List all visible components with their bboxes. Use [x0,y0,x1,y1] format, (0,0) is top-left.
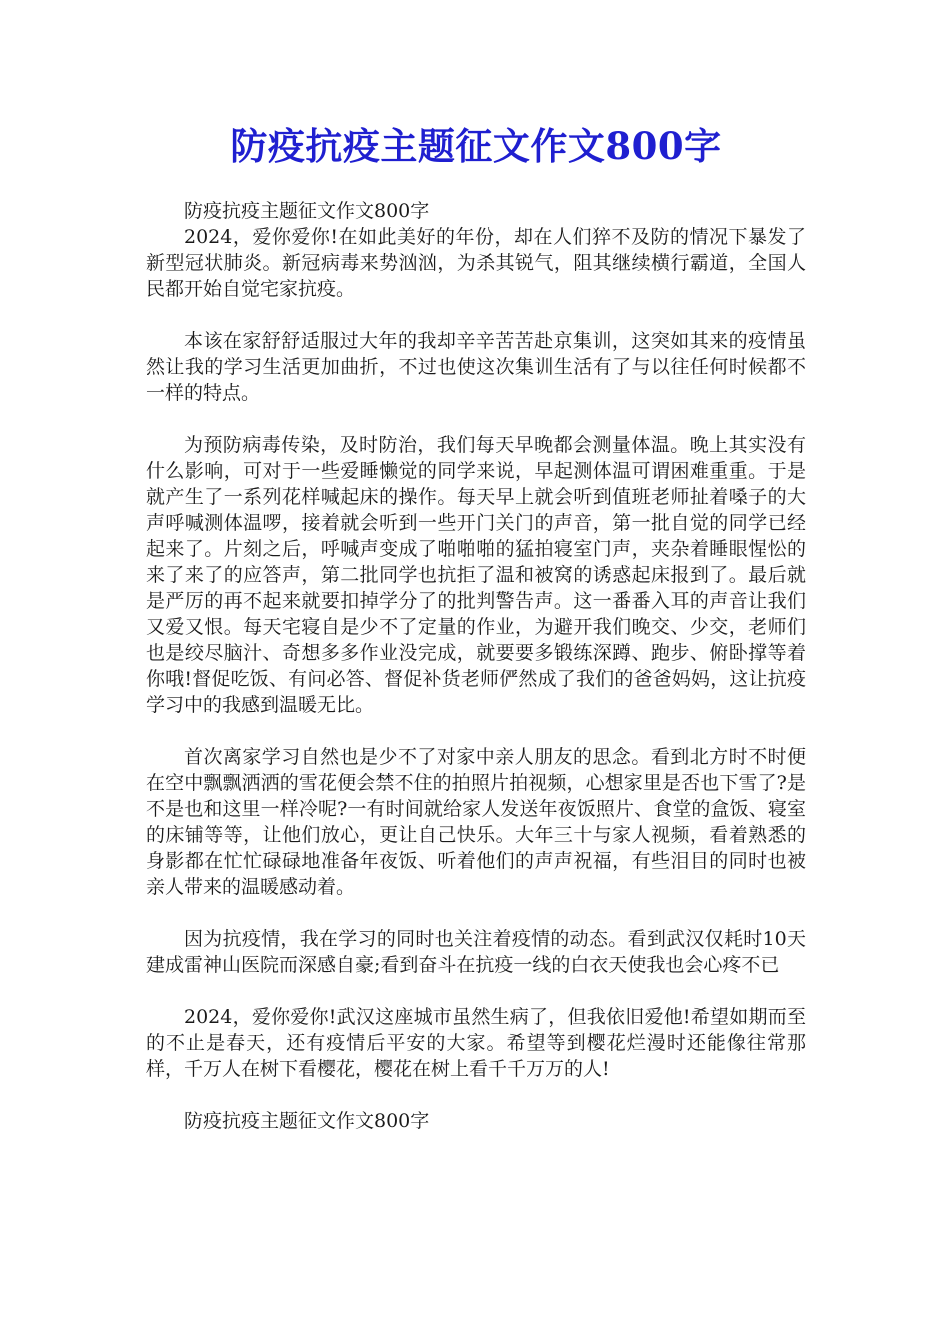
paragraph-spacer [146,900,806,926]
paragraph-spacer [146,718,806,744]
paragraph-temperature: 为预防病毒传染，及时防治，我们每天早晚都会测量体温。晚上其实没有什么影响，可对于一些爱睡懒觉的同学来说，早起测体温可谓困难重重。于是就产生了一系列花样喊起床的操作。每天早上就会听到值班老师扯着嗓子的大声呼喊测体温啰，接着就会听到一些开门关门的声音，第一批自觉的同学已经起来了。片刻之后，呼喊声变成了啪啪啪的猛拍寝室门声，夹杂着睡眼惺忪的来了来了的应答声，第二批同学也抗拒了温和被窝的诱惑起床报到了。最后就是严厉的再不起来就要扣掉学分了的批判警告声。这一番番入耳的声音让我们又爱又恨。每天宅寝自是少不了定量的作业，为避开我们晚交、少交，老师们也是绞尽脑汁、奇想多多作业没完成，就要要多锻练深蹲、跑步、俯卧撑等着你哦!督促吃饭、有问必答、督促补货老师俨然成了我们的爸爸妈妈，这让抗疫学习中的我感到温暖无比。 [146,434,806,716]
paragraph-spacer [146,406,806,432]
paragraph-spacer [146,978,806,1004]
paragraph-footer-title: 防疫抗疫主题征文作文800字 [184,1110,430,1132]
paragraph-spacer [146,302,806,328]
paragraph-heading-repeat: 防疫抗疫主题征文作文800字 [184,200,430,222]
paragraph-hope: 2024，爱你爱你!武汉这座城市虽然生病了，但我依旧爱他!希望如期而至的不止是春天，还有疫情后平安的大家。希望等到樱花烂漫时还能像往常那样，千万人在树下看樱花，樱花在树上看千千万万的人! [146,1006,806,1080]
document-title: 防疫抗疫主题征文作文800字 [230,124,722,168]
paragraph-spacer [146,1082,806,1108]
paragraph-intro: 2024，爱你爱你!在如此美好的年份，却在人们猝不及防的情况下暴发了新型冠状肺炎。新冠病毒来势汹汹，为杀其锐气，阻其继续横行霸道，全国人民都开始自觉宅家抗疫。 [146,226,806,300]
document-page [146,120,806,1134]
paragraph-training: 本该在家舒舒适服过大年的我却辛辛苦苦赴京集训，这突如其来的疫情虽然让我的学习生活更加曲折，不过也使这次集训生活有了与以往任何时候都不一样的特点。 [146,330,806,404]
paragraph-homesick: 首次离家学习自然也是少不了对家中亲人朋友的思念。看到北方时不时便在空中飘飘洒洒的雪花便会禁不住的拍照片拍视频，心想家里是否也下雪了?是不是也和这里一样冷呢?一有时间就给家人发送年夜饭照片、食堂的盒饭、寝室的床铺等等，让他们放心，更让自己快乐。大年三十与家人视频，看着熟悉的身影都在忙忙碌碌地准备年夜饭、听着他们的声声祝福，有些泪目的同时也被亲人带来的温暖感动着。 [146,746,806,898]
paragraph-attention: 因为抗疫情，我在学习的同时也关注着疫情的动态。看到武汉仅耗时10天建成雷神山医院而深感自豪;看到奋斗在抗疫一线的白衣天使我也会心疼不已 [146,928,806,976]
